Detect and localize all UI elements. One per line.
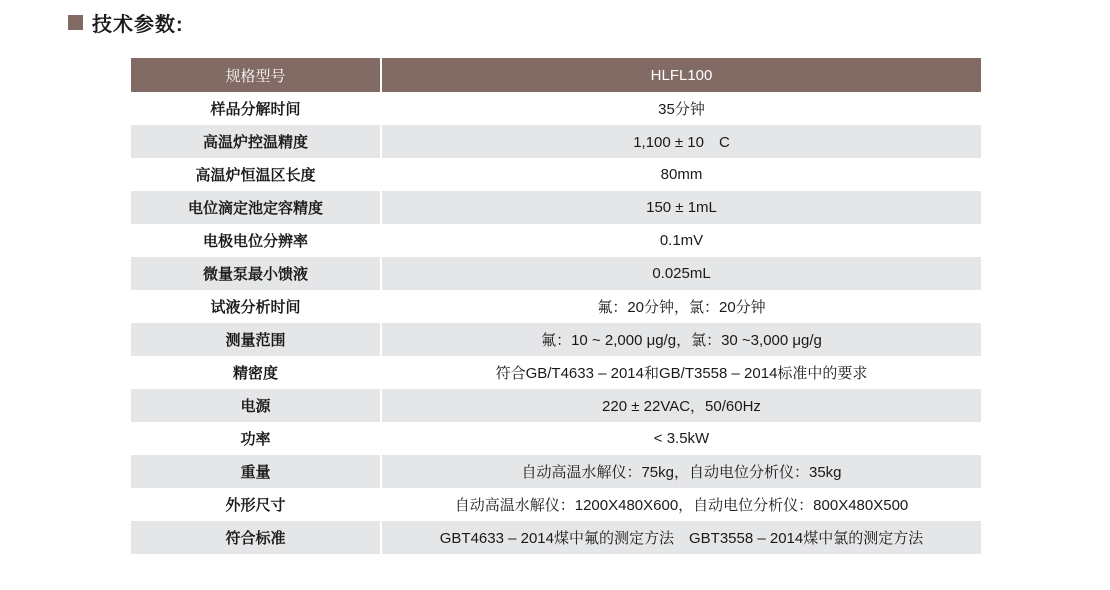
param-label: 功率 xyxy=(131,422,381,455)
spec-table-header xyxy=(131,58,981,92)
table-row xyxy=(131,191,981,224)
param-label: 电极电位分辨率 xyxy=(131,224,381,257)
param-value: 自动高温水解仪：1200X480X600，自动电位分析仪：800X480X500 xyxy=(454,497,909,514)
section-title-text: 技术参数: xyxy=(92,14,184,36)
param-label: 试液分析时间 xyxy=(131,290,381,323)
param-value: 220 ± 22VAC，50/60Hz xyxy=(602,398,761,415)
table-row xyxy=(131,290,981,323)
param-value: 150 ± 1mL xyxy=(646,199,717,216)
param-value: 35分钟 xyxy=(658,101,705,118)
param-label: 高温炉控温精度 xyxy=(131,125,381,158)
spec-table xyxy=(131,58,981,554)
table-row xyxy=(131,158,981,191)
param-value: 符合GB/T4633 – 2014和GB/T3558 – 2014标准中的要求 xyxy=(495,365,868,382)
header-row xyxy=(131,58,981,92)
table-row xyxy=(131,455,981,488)
param-value: 氟：10 ~ 2,000 μg/g，氯：30 ~3,000 μg/g xyxy=(541,332,822,349)
param-label: 电位滴定池定容精度 xyxy=(131,191,381,224)
table-row xyxy=(131,488,981,521)
table-row xyxy=(131,257,981,290)
param-value: 氟：20分钟，氯：20分钟 xyxy=(597,299,766,316)
table-row xyxy=(131,389,981,422)
table-row xyxy=(131,224,981,257)
param-label: 测量范围 xyxy=(131,323,381,356)
param-value: 80mm xyxy=(660,166,703,183)
param-value: 自动高温水解仪：75kg，自动电位分析仪：35kg xyxy=(521,464,842,481)
table-row xyxy=(131,323,981,356)
table-row xyxy=(131,521,981,554)
param-label: 符合标准 xyxy=(131,521,381,554)
param-value: GBT4633 – 2014煤中氟的测定方法 GBT3558 – 2014煤中氯的测定方法 xyxy=(439,530,924,547)
param-label: 微量泵最小馈液 xyxy=(131,257,381,290)
param-label: 电源 xyxy=(131,389,381,422)
table-row xyxy=(131,422,981,455)
header-label-cell: 规格型号 xyxy=(131,58,381,92)
section-title xyxy=(68,8,184,37)
param-label: 外形尺寸 xyxy=(131,488,381,521)
param-label: 样品分解时间 xyxy=(131,92,381,125)
param-value: 0.025mL xyxy=(652,265,711,282)
spec-table-body xyxy=(131,92,981,554)
param-label: 精密度 xyxy=(131,356,381,389)
param-value: < 3.5kW xyxy=(653,430,710,447)
param-value: 1,100 ± 10 C xyxy=(633,134,730,151)
param-label: 高温炉恒温区长度 xyxy=(131,158,381,191)
param-value: 0.1mV xyxy=(659,232,704,249)
table-row xyxy=(131,92,981,125)
square-bullet-icon xyxy=(68,15,83,30)
param-label: 重量 xyxy=(131,455,381,488)
table-row xyxy=(131,356,981,389)
header-model-cell: HLFL100 xyxy=(381,58,981,92)
table-row xyxy=(131,125,981,158)
